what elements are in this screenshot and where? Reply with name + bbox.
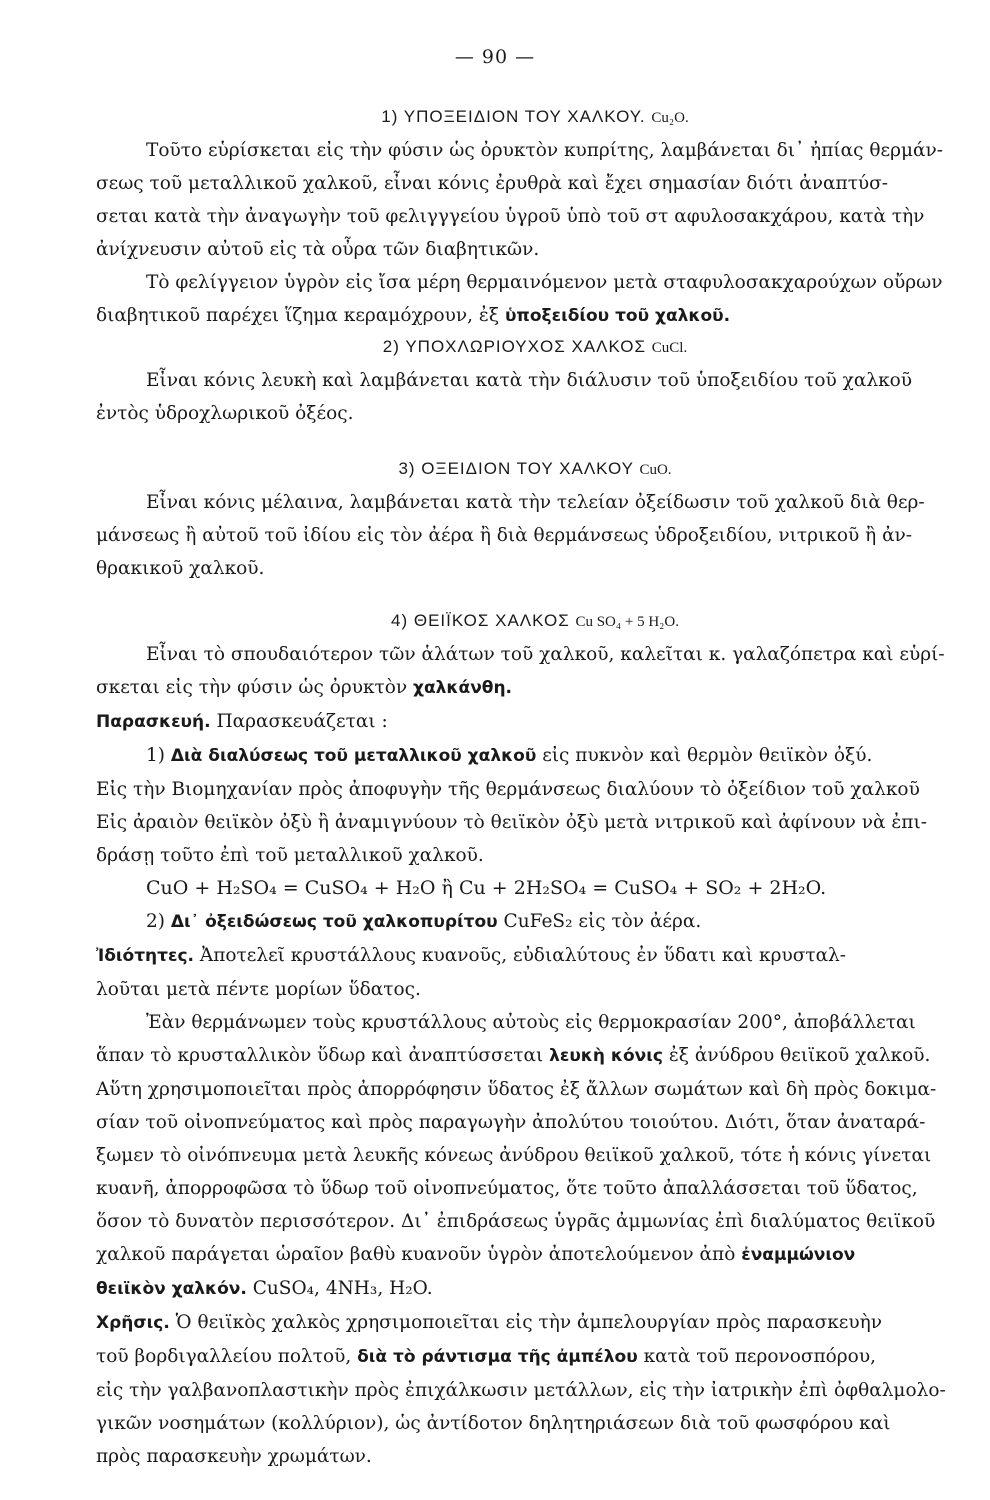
text-line: Αὕτη χρησιμοποιεῖται πρὸς ἀπορρόφησιν ὕδατος ἐξ ἄλλων σωμάτων καὶ δὴ πρὸς δοκιμα- (96, 1079, 937, 1100)
chemical-formula: CuSO₄, 4NH₃, H₂O. (252, 1278, 433, 1299)
text-line: ἀνίχνευσιν αὐτοῦ εἰς τὰ οὖρα τῶν διαβητικῶν. (96, 239, 540, 260)
list-number: 1) (146, 745, 165, 766)
bold-term: Δι᾽ ὀξειδώσεως τοῦ χαλκοπυρίτου (170, 912, 498, 932)
paragraph (96, 638, 974, 1473)
section-4-heading (96, 604, 974, 638)
section-2 (96, 330, 974, 430)
text-line (96, 1306, 974, 1340)
text-run: σκεται εἰς τὴν φύσιν ὡς ὀρυκτὸν (96, 677, 408, 698)
text-run: κατὰ τοῦ περονοσπόρου, (643, 1346, 876, 1367)
section-1 (96, 100, 974, 333)
text-line: εἰς τὴν γαλβανοπλαστικὴν πρὸς ἐπιχάλκωσιν μετάλλων, εἰς τὴν ἰατρικὴν ἐπὶ ὀφθαλμολο- (96, 1380, 946, 1401)
bold-term: Χρῆσις. (96, 1313, 170, 1333)
text-run: διαβητικοῦ παρέχει ἵζημα κεραμόχρουν, ἐξ (96, 305, 500, 326)
heading-text: 4) ΘΕΙΪΚΟΣ ΧΑΛΚΟΣ (391, 611, 570, 630)
chemical-equation: CuO + H₂SO₄ = CuSO₄ + H₂O ἢ Cu + 2H₂SO₄ = CuSO₄ + SO₂ + 2H₂O. (146, 877, 827, 899)
text-line: Εἶναι κόνις μέλαινα, λαμβάνεται κατὰ τὴν τελείαν ὀξείδωσιν τοῦ χαλκοῦ διὰ θερ- (146, 492, 925, 513)
text-line (96, 905, 974, 939)
section-3-heading (96, 452, 974, 486)
text-line: κυανῆ, ἀπορροφῶσα τὸ ὕδωρ τοῦ οἰνοπνεύματος, ὅτε τοῦτο ἀπαλλάσσεται τοῦ ὕδατος, (96, 1178, 918, 1199)
bold-term: διὰ τὸ ράντισμα τῆς ἀμπέλου (357, 1347, 638, 1367)
text-run: ἅπαν τὸ κρυσταλλικὸν ὕδωρ καὶ ἀναπτύσσεται (96, 1045, 544, 1066)
heading-text: 2) ΥΠΟΧΛΩΡΙΟΥΧΟΣ ΧΑΛΚΟΣ (382, 337, 647, 356)
text-line: Εἶναι κόνις λευκὴ καὶ λαμβάνεται κατὰ τὴν διάλυσιν τοῦ ὑποξειδίου τοῦ χαλκοῦ (146, 370, 913, 391)
text-line: ὅσον τὸ δυνατὸν περισσότερον. Δι᾽ ἐπιδράσεως ὑγρᾶς ἀμμωνίας ἐπὶ διαλύματος θειϊκοῦ (96, 1211, 936, 1232)
paragraph (96, 364, 974, 430)
section-1-heading (96, 100, 974, 134)
heading-text: 3) ΟΞΕΙΔΙΟΝ ΤΟΥ ΧΑΛΚΟΥ (398, 459, 634, 478)
text-line: Εἰς τὴν Βιομηχανίαν πρὸς ἀποφυγὴν τῆς θερμάνσεως διαλύουν τὸ ὀξείδιον τοῦ χαλκοῦ (96, 779, 920, 800)
text-line: γικῶν νοσημάτων (κολλύριον), ὡς ἀντίδοτον δηλητηριάσεων διὰ τοῦ φωσφόρου καὶ (96, 1413, 891, 1434)
heading-formula: CuO. (639, 462, 672, 478)
text-run: ἐξ ἀνύδρου θειϊκοῦ χαλκοῦ. (668, 1045, 931, 1066)
text-line: θρακικοῦ χαλκοῦ. (96, 558, 265, 579)
bold-term: Παρασκευή. (96, 712, 211, 732)
text-line: Τὸ φελίγγειον ὑγρὸν εἰς ἴσα μέρη θερμαινόμενον μετὰ σταφυλοσακχαρούχων οὔρων (146, 272, 943, 293)
text-run: χαλκοῦ παράγεται ὡραῖον βαθὺ κυανοῦν ὑγρὸν ἀποτελούμενον ἀπὸ (96, 1244, 736, 1265)
text-line (96, 1238, 974, 1272)
text-line (96, 705, 974, 739)
text-line: Ἐὰν θερμάνωμεν τοὺς κρυστάλλους αὐτοὺς εἰς θερμοκρασίαν 200°, ἀποβάλλεται (146, 1012, 916, 1033)
heading-text: 1) ΥΠΟΞΕΙΔΙΟΝ ΤΟΥ ΧΑΛΚΟΥ. (381, 107, 646, 126)
text-run: Παρασκευάζεται : (216, 711, 388, 732)
text-line (96, 1272, 974, 1306)
section-3 (96, 452, 974, 585)
text-line: ἐντὸς ὑδροχλωρικοῦ ὀξέος. (96, 403, 354, 424)
text-run: Ἀποτελεῖ κρυστάλλους κυανοῦς, εὐδιαλύτους ἐν ὕδατι καὶ κρυσταλ- (199, 945, 847, 966)
text-line: δράσῃ τοῦτο ἐπὶ τοῦ μεταλλικοῦ χαλκοῦ. (96, 845, 484, 866)
text-run: Ὁ θειϊκὸς χαλκὸς χρησιμοποιεῖται εἰς τὴν ἀμπελουργίαν πρὸς παρασκευὴν (175, 1312, 882, 1333)
paragraph (96, 134, 974, 333)
bold-term: Διὰ διαλύσεως τοῦ μεταλλικοῦ χαλκοῦ (170, 746, 537, 766)
bold-term: θειϊκὸν χαλκόν. (96, 1279, 247, 1299)
text-line: σίαν τοῦ οἰνοπνεύματος καὶ πρὸς παραγωγὴν ἀπολύτου τοιούτου. Διότι, ὅταν ἀναταρά- (96, 1112, 926, 1133)
text-line (96, 1039, 974, 1073)
bold-term: λευκὴ κόνις (549, 1046, 663, 1066)
text-line (96, 739, 974, 773)
text-run: CuFeS₂ εἰς τὸν ἀέρα. (503, 911, 702, 932)
heading-formula: Cu₂O. (651, 110, 689, 126)
text-line (96, 939, 974, 973)
section-2-heading (96, 330, 974, 364)
bold-term: ὑποξειδίου τοῦ χαλκοῦ. (504, 306, 731, 326)
bold-term: χαλκάνθη. (413, 678, 513, 698)
page-number: — 90 — (454, 46, 536, 68)
text-line (96, 1340, 974, 1374)
text-line: σεως τοῦ μεταλλικοῦ χαλκοῦ, εἶναι κόνις ἐρυθρὰ καὶ ἔχει σημασίαν διότι ἀναπτύσ- (96, 173, 889, 194)
text-line: πρὸς παρασκευὴν χρωμάτων. (96, 1446, 372, 1467)
heading-formula: Cu SO₄ + 5 H₂O. (575, 614, 679, 630)
text-run: εἰς πυκνὸν καὶ θερμὸν θειϊκὸν ὀξύ. (542, 745, 873, 766)
text-line: σεται κατὰ τὴν ἀναγωγὴν τοῦ φελιγγγείου ὑγροῦ ὑπὸ τοῦ στ αφυλοσακχάρου, κατὰ τὴν (96, 206, 925, 227)
bold-term: ἐναμμώνιον (741, 1245, 856, 1265)
text-line: Εἰς ἀραιὸν θειϊκὸν ὀξὺ ἢ ἀναμιγνύουν τὸ θειϊκὸν ὀξὺ μετὰ νιτρικοῦ καὶ ἀφίνουν νὰ ἐπι- (96, 812, 927, 833)
text-line: ξωμεν τὸ οἰνόπνευμα μετὰ λευκῆς κόνεως ἀνύδρου θειϊκοῦ χαλκοῦ, τότε ἡ κόνις γίνεται (96, 1145, 932, 1166)
bold-term: Ἰδιότητες. (96, 946, 194, 966)
text-line (96, 671, 974, 705)
section-4 (96, 604, 974, 1473)
text-line: λοῦται μετὰ πέντε μορίων ὕδατος. (96, 979, 421, 1000)
text-line: Τοῦτο εὑρίσκεται εἰς τὴν φύσιν ὡς ὀρυκτὸν κυπρίτης, λαμβάνεται δι᾽ ἠπίας θερμάν- (146, 140, 943, 161)
heading-formula: CuCl. (651, 340, 688, 356)
text-run: τοῦ βορδιγαλλείου πολτοῦ, (96, 1346, 352, 1367)
paragraph (96, 486, 974, 585)
text-line: Εἶναι τὸ σπουδαιότερον τῶν ἁλάτων τοῦ χαλκοῦ, καλεῖται κ. γαλαζόπετρα καὶ εὑρί- (146, 644, 945, 665)
text-line: μάνσεως ἢ αὐτοῦ τοῦ ἰδίου εἰς τὸν ἀέρα ἢ διὰ θερμάνσεως ὑδροξειδίου, νιτρικοῦ ἢ ἀν- (96, 525, 913, 546)
text-line (96, 299, 974, 333)
list-number: 2) (146, 911, 165, 932)
